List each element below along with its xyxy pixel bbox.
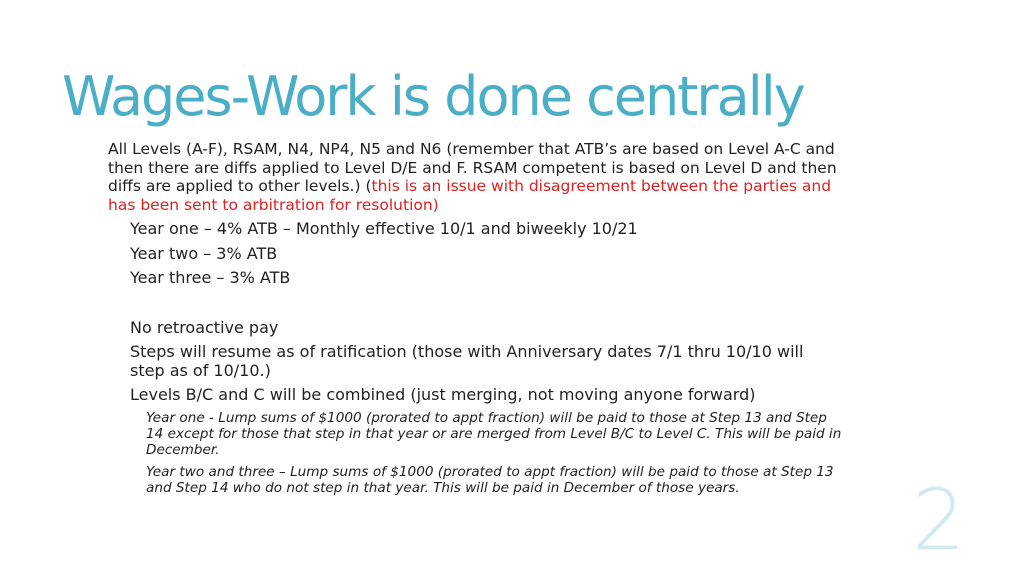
intro-text: All Levels (A-F), RSAM, N4, NP4, N5 and N6 (remember that ATB’s are based on Level A-C and then there are diffs applied to Level D/E and F. RSAM competent is based on Level D and then diffs are applied to other levels.) ( (108, 140, 837, 195)
sub-bullet-year-one-lump-sum: Year one - Lump sums of $1000 (prorated to appt fraction) will be paid to those at Step 13 and Step 14 except for those that step in that year or are merged from Level B/C to Level C. This will be paid in December. (146, 409, 842, 458)
intro-paragraph (108, 140, 843, 214)
bullet-year-one: Year one – 4% ATB – Monthly effective 10/1 and biweekly 10/21 (130, 219, 638, 238)
bullet-year-two: Year two – 3% ATB (130, 243, 278, 263)
slide-number: 2 (912, 471, 966, 569)
bullet-levels-combined: Levels B/C and C will be combined (just merging, not moving anyone forward) (130, 385, 756, 404)
slide-title: Wages-Work is done centrally (62, 65, 804, 128)
slide-body (108, 140, 843, 496)
bullet-year-three: Year three – 3% ATB (130, 268, 291, 287)
bullet-steps-resume: Steps will resume as of ratification (those with Anniversary dates 7/1 thru 10/10 will step as of 10/10.) (130, 342, 804, 380)
sub-bullet-year-two-three-lump-sum: Year two and three – Lump sums of $1000 (prorated to appt fraction) will be paid to those at Step 13 and Step 14 who do not step in that year. This will be paid in December of those years. (146, 463, 834, 496)
bullet-no-retro-pay: No retroactive pay (130, 317, 279, 337)
spacer (108, 288, 843, 313)
arbitration-note: this is an issue with disagreement between the parties and has been sent to arbitration for resolution) (108, 177, 832, 214)
